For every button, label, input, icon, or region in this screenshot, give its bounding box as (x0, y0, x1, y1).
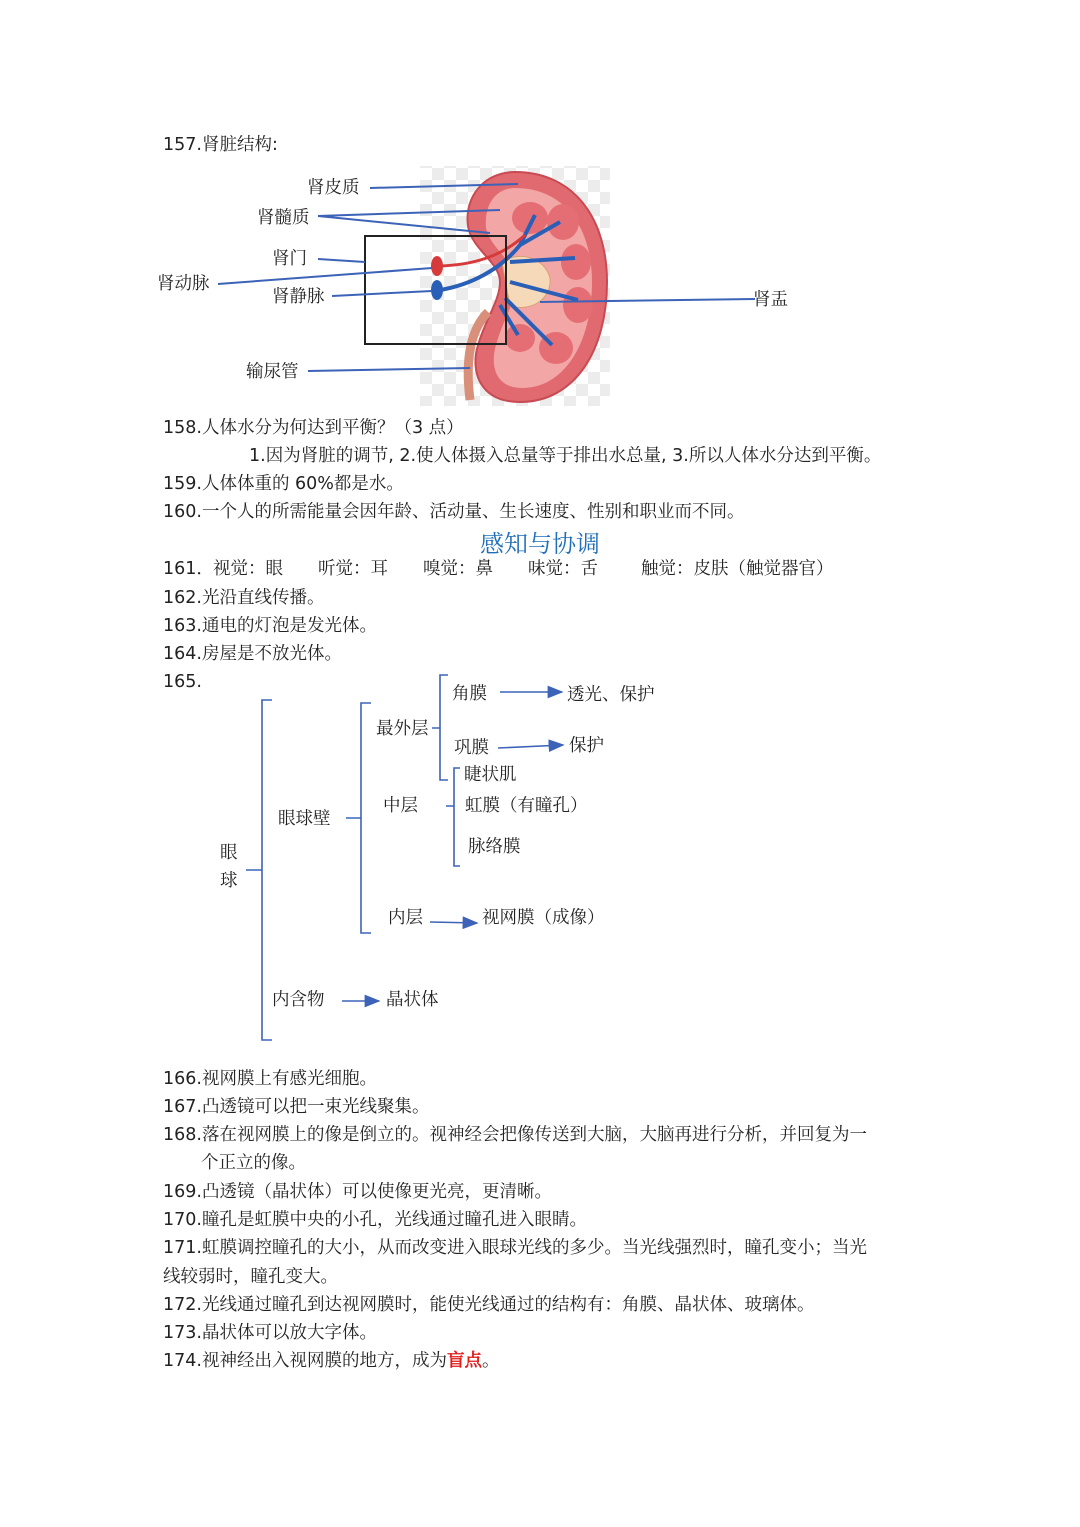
q163: 163.通电的灯泡是发光体。 (163, 616, 377, 636)
node-retina: 视网膜（成像） (482, 908, 605, 928)
q174-text: 174.视神经出入视网膜的地方，成为 (163, 1351, 447, 1371)
sense-smell: 嗅觉：鼻 (423, 559, 493, 579)
q158-title: 158.人体水分为何达到平衡？（3 点） (163, 418, 464, 438)
q157-title: 157.肾脏结构: (163, 135, 278, 155)
label-vein: 肾静脉 (272, 287, 325, 307)
q169: 169.凸透镜（晶状体）可以使像更光亮，更清晰。 (163, 1182, 552, 1202)
q171-line2: 线较弱时，瞳孔变大。 (163, 1267, 338, 1287)
label-cortex: 肾皮质 (307, 178, 360, 198)
label-medulla: 肾髓质 (257, 208, 310, 228)
q172: 172.光线通过瞳孔到达视网膜时，能使光线通过的结构有：角膜、晶状体、玻璃体。 (163, 1295, 815, 1315)
q168-line1: 168.落在视网膜上的像是倒立的。视神经会把像传送到大脑，大脑再进行分析，并回复为一 (163, 1125, 867, 1145)
q159: 159.人体体重的 60%都是水。 (163, 474, 404, 494)
q170: 170.瞳孔是虹膜中央的小孔，光线通过瞳孔进入眼睛。 (163, 1210, 587, 1230)
sense-hearing: 听觉：耳 (318, 559, 388, 579)
node-choroid: 脉络膜 (468, 837, 521, 857)
q166: 166.视网膜上有感光细胞。 (163, 1069, 377, 1089)
blind-spot-highlight: 盲点 (446, 1351, 482, 1371)
q160: 160.一个人的所需能量会因年龄、活动量、生长速度、性别和职业而不同。 (163, 502, 745, 522)
sense-taste: 味觉：舌 (528, 559, 598, 579)
node-outer-layer: 最外层 (376, 719, 429, 739)
q161-num: 161． (163, 559, 214, 579)
node-cornea-function: 透光、保护 (567, 685, 655, 705)
q158-answer: 1.因为肾脏的调节, 2.使人体摄入总量等于排出水总量, 3.所以人体水分达到平衡。 (249, 446, 882, 466)
node-eye: 眼 (220, 843, 238, 863)
node-sclera: 巩膜 (454, 738, 489, 758)
q173: 173.晶状体可以放大字体。 (163, 1323, 377, 1343)
sense-touch: 触觉：皮肤（触觉器官） (641, 559, 834, 579)
q171-line1: 171.虹膜调控瞳孔的大小，从而改变进入眼球光线的多少。当光线强烈时，瞳孔变小；当光 (163, 1238, 867, 1258)
label-artery: 肾动脉 (157, 274, 210, 294)
q165-num: 165. (163, 672, 202, 692)
node-contents: 内含物 (272, 990, 325, 1010)
node-sclera-function: 保护 (569, 736, 604, 756)
node-cornea: 角膜 (452, 684, 487, 704)
node-inner-layer: 内层 (388, 908, 423, 928)
label-pelvis: 肾盂 (753, 290, 788, 310)
node-eyeball-wall: 眼球壁 (278, 809, 331, 829)
node-lens: 晶状体 (386, 990, 439, 1010)
q174-end: 。 (481, 1351, 500, 1371)
label-hilum: 肾门 (272, 249, 307, 269)
section-title: 感知与协调 (480, 530, 600, 558)
node-ciliary: 睫状肌 (464, 765, 517, 785)
q164: 164.房屋是不放光体。 (163, 644, 342, 664)
sense-sight: 视觉：眼 (213, 559, 283, 579)
label-ureter: 输尿管 (246, 362, 299, 382)
q167: 167.凸透镜可以把一束光线聚集。 (163, 1097, 430, 1117)
q162: 162.光沿直线传播。 (163, 588, 325, 608)
node-iris: 虹膜（有瞳孔） (465, 796, 588, 816)
node-ball: 球 (220, 871, 238, 891)
q168-line2: 个正立的像。 (201, 1153, 306, 1173)
node-middle-layer: 中层 (383, 796, 418, 816)
q174 (163, 1349, 499, 1373)
